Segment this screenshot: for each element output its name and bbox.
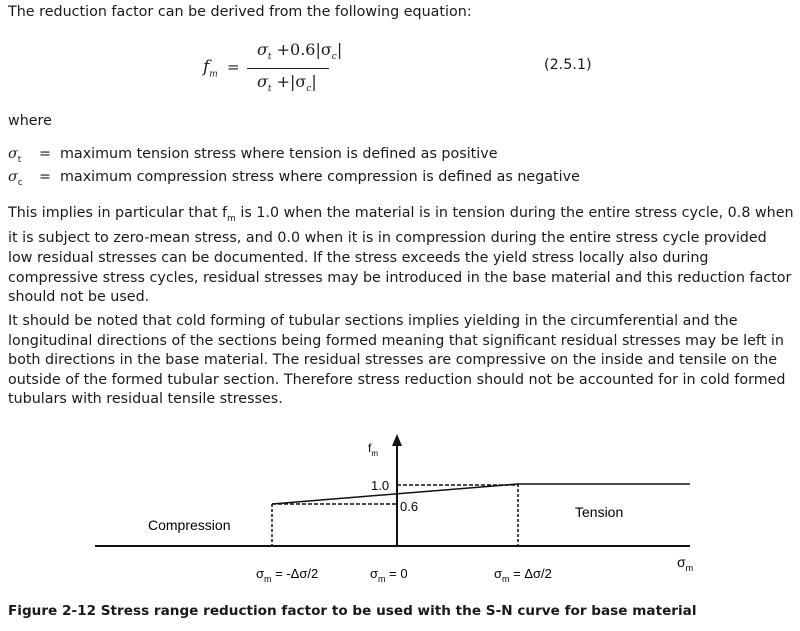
definition-tension: $\sigma_t$ — [8, 146, 22, 165]
reduction-factor-curve — [272, 484, 690, 504]
equation-denominator: $\sigma_t +|\sigma_c|$ — [257, 72, 317, 95]
tick-label-right: $\sigma_m = \Delta\sigma/2$ — [494, 566, 552, 584]
tension-label: Tension — [575, 504, 624, 520]
paragraph-1: This implies in particular that $f_m$ is 1.0 when the material is in tension during the entire stress cycle, 0.8 when it is subject to zero-mean stress, and 0.0 when it is in compression during the entire stress cycle provided low residual stresses can be documented. If the stress exceeds the yield stress locally also during compressive stress cycles, residual stresses may be introduced in the base material and this reduction factor should not be used. — [8, 205, 794, 306]
definition-compression: $\sigma_c$ — [8, 169, 23, 188]
definition-compression-eq: = — [39, 169, 51, 185]
definition-tension-eq: = — [39, 146, 51, 162]
equation-equals: = — [227, 58, 240, 76]
x-axis-label: $\sigma_m$ — [677, 554, 694, 573]
definition-tension-text: maximum tension stress where tension is defined as positive — [60, 146, 498, 162]
equation-lhs: $f_m$ — [203, 57, 218, 80]
intro-text: The reduction factor can be derived from the following equation: — [8, 4, 472, 20]
figure-caption: Figure 2-12 Stress range reduction factor to be used with the S-N curve for base material — [8, 603, 697, 619]
equation-numerator: $\sigma_t +0.6|\sigma_c|$ — [257, 40, 343, 63]
definition-compression-text: maximum compression stress where compression is defined as negative — [60, 169, 580, 185]
y-axis-arrow-icon — [392, 434, 402, 446]
tick-label-center: $\sigma_m = 0$ — [370, 566, 408, 584]
value-label-1-0: 1.0 — [371, 478, 390, 493]
tick-label-left: $\sigma_m = -\Delta\sigma/2$ — [256, 566, 319, 584]
compression-label: Compression — [148, 517, 231, 533]
value-label-0-6: 0.6 — [400, 499, 419, 514]
equation-number: (2.5.1) — [544, 57, 592, 73]
where-label: where — [8, 113, 52, 129]
paragraph-2: It should be noted that cold forming of tubular sections implies yielding in the circumferential and the longitudinal directions of the sections being formed meaning that significant residual stresses may be left in both directions in the base material. The residual stresses are compressive on the inside and tensile on the outside of the formed tubular section. Therefore stress reduction should not be accounted for in cold formed tubulars with residual tensile stresses. — [8, 313, 786, 408]
y-axis-label: $f_m$ — [368, 441, 379, 458]
